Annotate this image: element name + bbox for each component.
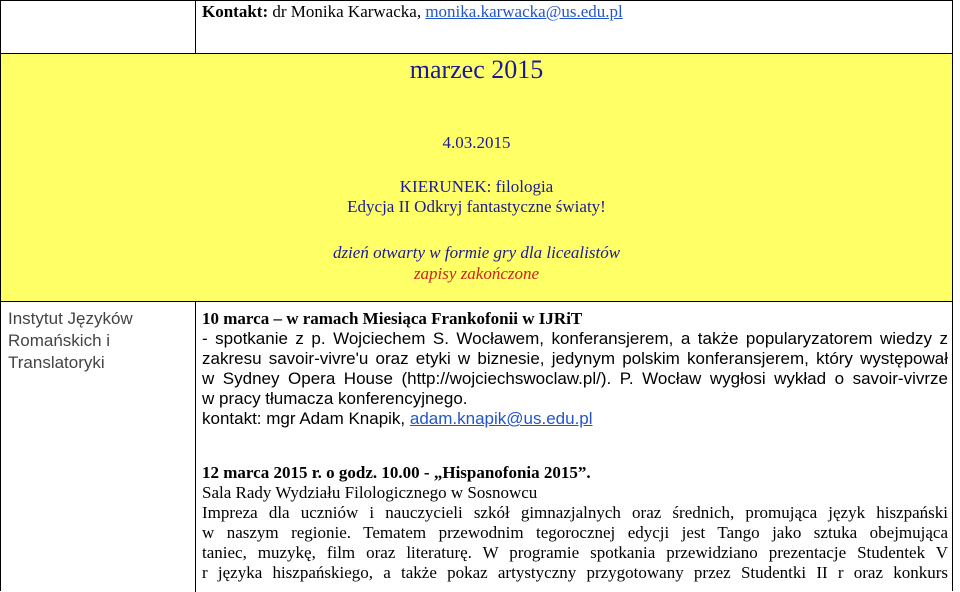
event-contact-prefix: kontakt: mgr Adam Knapik, [202,409,406,428]
contact-email-link[interactable]: monika.karwacka@us.edu.pl [425,2,623,21]
event-text-line: zakresu savoir-vivre'u oraz etyki w biznesie, jedynym polskim konferansjerem, który występował [202,349,948,368]
column-divider [195,302,196,592]
event-text-line: Impreza dla uczniów i nauczycieli szkół gimnazjalnych oraz średnich, promująca język hiszpański [202,503,948,522]
institute-line-2: Romańskich i [8,331,111,350]
contact-row-left-cell [1,1,196,53]
registration-closed: zapisy zakończone [413,264,540,283]
month-heading: marzec 2015 [409,55,544,84]
event-text-line: - spotkanie z p. Wojciechem S. Wocławem, konferansjerem, a także popularyzatorem wiedzy z [202,329,948,348]
event-text-line: w pracy tłumacza konferencyjnego. [202,389,468,408]
contact-name: dr Monika Karwacka, [272,2,422,21]
edycja-line: Edycja II Odkryj fantastyczne światy! [347,197,606,216]
event-text-line: w naszym regionie. Tematem przewodnim tegorocznej edycji jest Tango jako sztuka obejmująca [202,523,948,542]
contact-label: Kontakt: [202,2,269,21]
event-text-line: Sala Rady Wydziału Filologicznego w Sosnowcu [202,483,538,502]
event-contact-email-link[interactable]: adam.knapik@us.edu.pl [409,409,593,428]
event-text-line: taniec, muzykę, film oraz literaturę. W programie spotkania przewidziano prezentacje Studentek V [202,543,948,562]
event-text-line: w Sydney Opera House (http://wojciechswoclaw.pl/). P. Wocław wygłosi wykład o savoir-vivrze [202,369,948,388]
event-contact [202,409,948,429]
institute-name [8,308,188,374]
event-frankofonia [202,309,948,429]
event-title: 12 marca 2015 r. o godz. 10.00 - „Hispanofonia 2015”. [202,463,591,482]
event-date: 4.03.2015 [442,133,511,152]
institute-line-3: Translatoryki [8,353,105,372]
event-title: 10 marca – w ramach Miesiąca Frankofonii w IJRiT [202,309,583,328]
event-hispanofonia [202,463,948,583]
open-day-line: dzień otwarty w formie gry dla licealistów [332,243,621,262]
institute-line-1: Instytut Języków [8,309,133,328]
contact-line [202,2,623,22]
event-text-line: r języka hiszpańskiego, a także pokaz artystyczny przygotowany przez Studentki II r oraz konkurs [202,563,948,582]
kierunek-line: KIERUNEK: filologia [399,177,554,196]
